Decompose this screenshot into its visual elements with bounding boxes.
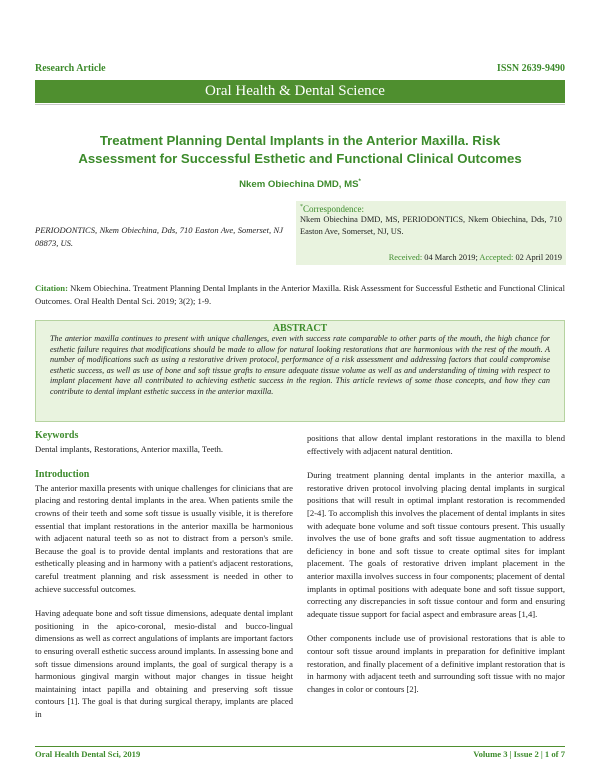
intro-paragraph-2: Having adequate bone and soft tissue dimensions, adequate dental implant positioning in the apico-coronal, mesio-distal and bucco-lingual dimensions as well as correct angulations of implants are important factors to ensuring overall esthetic success around implants. In assessing bone and soft tissue dimensions around implants, the goal of surgical therapy is a harmonious gingival margin without major changes in tissue height maintaining intact papilla and obtaining and preserving soft tissue contours [1]. The goal is that during surgical therapy, implants are placed in [35,608,293,719]
intro-paragraph-1: The anterior maxilla presents with unique challenges for clinicians that are placing and restoring dental implants in the area. When patients smile the crowns of their teeth and some soft tissue is usually visible, it is therefore essential that implant restorations in the anterior maxilla be harmonious with adjacent natural teeth so as not to distract from a person's smile. Because the goal is to provide dental implants and restorations that are esthetically pleasing and in harmony with a patient's adjacent restorations, careful treatment planning and risk assessment is needed in other to achieve successful outcomes. [35,482,293,594]
banner-divider [35,104,565,105]
correspondence-label: Correspondence: [303,204,364,214]
correspondence-body: Nkem Obiechina DMD, MS, PERIODONTICS, Nkem Obiechina, Dds, 710 Easton Ave, Somerset, NJ, US. [300,215,562,236]
abstract-box [35,320,565,422]
author-name: Nkem Obiechina DMD, MS [239,179,359,191]
footer-journal: Oral Health Dental Sci, 2019 [35,749,141,759]
issn: ISSN 2639-9490 [496,63,565,74]
right-paragraph-0: positions that allow dental implant restorations in the maxilla to blend effectively with adjacent natural dentition. [307,433,565,456]
title-line-2: Assessment for Successful Esthetic and Functional Clinical Outcomes [78,151,522,166]
correspondence-sup: * [300,204,303,210]
citation-label: Citation: [35,283,68,293]
dates [389,253,562,262]
right-column [307,432,565,695]
introduction-heading: Introduction [35,469,90,481]
correspondence-title [300,204,562,214]
citation [35,282,565,308]
journal-name: Oral Health & Dental Science [205,83,385,99]
received-date: 04 March 2019; [424,253,478,262]
paper-title [40,132,560,168]
journal-banner [35,80,565,103]
right-paragraph-1: During treatment planning dental implants in the anterior maxilla, a restorative driven protocol involving placing dental implants in surgical positions that will result in optimal implant restoration is recommended [2-4]. To accomplish this involves the placement of dental implants in sites with adequate bone volume and soft tissue contours present. This usually involves the use of bone grafts and soft tissue augmentation to address deficiency in bone and soft tissue to create optimal sites for implant placement. The goals of restorative driven implant placement in the anterior maxilla involves success in four components; placement of dental implants in optimal positions with adequate bone and soft tissue support, correcting any discrepancies in soft tissue contour and form and ensuring adequate tissue support for facial aspect and embrasure areas [1,4]. [307,470,565,619]
right-paragraph-2: Other components include use of provisional restorations that is able to contour soft tissue around implants in preparation for definitive implant restoration, and finally placement of a definitive implant restoration that is in harmony with adjacent teeth and surrounding soft tissue with no major changes in color or contours [2]. [307,633,565,694]
citation-text: Nkem Obiechina. Treatment Planning Dental Implants in the Anterior Maxilla. Risk Assessment for Successful Esthetic and Functional Clinical Outcomes. Oral Health Dental Sci. 2019; 3(2); 1-9. [35,283,565,306]
author-sup: * [358,179,361,185]
received-label: Received: [388,253,423,262]
affiliation: PERIODONTICS, Nkem Obiechina, Dds, 710 Easton Ave, Somerset, NJ 08873, US. [35,225,283,248]
title-line-1: Treatment Planning Dental Implants in the Anterior Maxilla. Risk [99,133,501,148]
keywords-heading: Keywords [35,430,79,441]
accepted-date: 02 April 2019 [515,253,562,262]
left-column [35,430,293,720]
correspondence-box [296,201,566,265]
accepted-label: Accepted: [479,253,514,262]
article-type: Research Article [35,63,106,74]
footer-volume: Volume 3 | Issue 2 | 1 of 7 [473,749,565,759]
abstract-title: ABSTRACT [272,323,328,334]
keywords-text: Dental implants, Restorations, Anterior maxilla, Teeth. [35,443,224,454]
footer-divider [35,746,565,747]
author [40,179,560,190]
abstract-text: The anterior maxilla continues to present with unique challenges, even with success rate comparable to other parts of the mouth, the high chance for esthetic failure requires that modifications should be made to allow for natural looking restorations that are harmonious with the rest of the mouth. A number of modifications such as using a restorative driven protocol, performance of a risk assessment and addressing factors that could compromise esthetic success, as well as use of bone and soft tissue grafts to ensure adequate tissue volume as well as and understanding of timing with respect to implant placement have all contributed to achieving esthetic success in the region. This article reviews of some those concepts, and how they can contribute to dental implant esthetic success in the anterior maxilla. [50,334,550,396]
